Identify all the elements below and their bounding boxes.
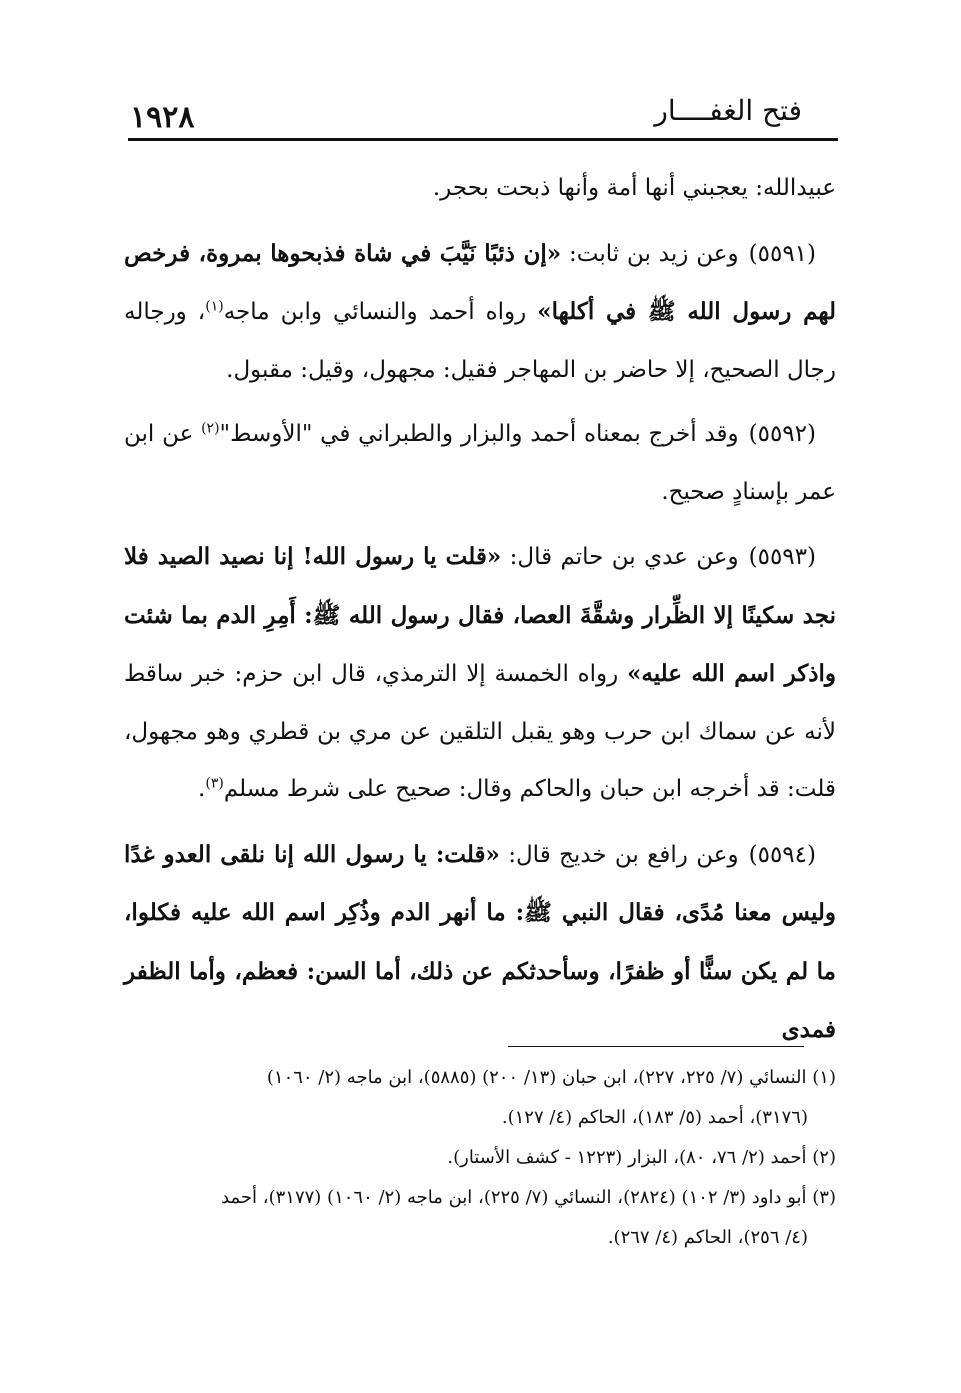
hadith-comment: ، ورجاله رجال الصحيح، إلا حاضر بن المهاجر فقيل: مجهول، وقيل: مقبول. <box>124 299 836 383</box>
hadith-intro: وعن زيد بن ثابت: <box>561 240 739 267</box>
hadith-5591 <box>124 225 836 400</box>
paragraph-text: عبيدالله: يعجبني أنها أمة وأنها ذبحت بحجر. <box>432 175 836 201</box>
hadith-source: رواه أحمد والنسائي وابن ماجه <box>223 299 538 325</box>
footnote-separator <box>508 1046 804 1047</box>
hadith-intro: وعن رافع بن خديج قال: <box>499 841 739 868</box>
hadith-quote: «قلت: يا رسول الله إنا نلقى العدو غدًا وليس معنا مُدًى، فقال النبي ﷺ: ما أنهر الدم وذُكِر اسم الله عليه فكلوا، ما لم يكن سنًّا أو ظفرًا، وسأحدثكم عن ذلك، أما السن: فعظم، وأما الظفر فمدى <box>124 840 836 1043</box>
hadith-quote: «إن ذئبًا نَيَّبَ في شاة فذبحوها بمروة، فرخص لهم رسول الله ﷺ في أكلها» <box>124 239 837 325</box>
hadith-5593 <box>124 528 836 819</box>
paragraph-continuation <box>124 160 836 218</box>
page-number: ١٩٢٨ <box>130 100 195 135</box>
footnote-1 <box>124 1058 836 1138</box>
hadith-number: (٥٥٩٤) <box>748 841 816 868</box>
footnote-marker: (٢) <box>201 420 220 437</box>
footnote-marker: (١) <box>205 298 224 315</box>
hadith-5592 <box>124 406 836 521</box>
hadith-comment: عن ابن عمر بإسنادٍ صحيح. <box>124 421 836 505</box>
hadith-number: (٥٥٩١) <box>748 240 817 267</box>
hadith-number: (٥٥٩٢) <box>748 421 816 447</box>
hadith-intro: وقد أخرج بمعناه أحمد والبزار والطبراني في "الأوسط" <box>219 421 739 447</box>
sentence-end: . <box>198 776 206 802</box>
footnote-line: (٣١٧٦)، أحمد (٥/ ١٨٣)، الحاكم (٤/ ١٢٧). <box>501 1107 808 1128</box>
footnotes <box>124 1058 836 1258</box>
footnote-line: (٤/ ٢٥٦)، الحاكم (٤/ ٢٦٧). <box>607 1227 808 1248</box>
footnote-marker: (٣) <box>205 775 224 792</box>
footnote-line: (٢) أحمد (٢/ ٧٦، ٨٠)، البزار (١٢٢٣ - كشف الأستار). <box>447 1147 836 1168</box>
main-text <box>124 160 836 1067</box>
footnote-line: (١) النسائي (٧/ ٢٢٥، ٢٢٧)، ابن حبان (١٣/ ٢٠٠) (٥٨٨٥)، ابن ماجه (٢/ ١٠٦٠) <box>266 1067 836 1088</box>
hadith-number: (٥٥٩٣) <box>748 544 816 570</box>
running-title: فتح الغفــــار <box>654 94 802 127</box>
footnote-2 <box>124 1138 836 1178</box>
footnote-line: (٣) أبو داود (٣/ ١٠٢) (٢٨٢٤)، النسائي (٧/ ٢٢٥)، ابن ماجه (٢/ ١٠٦٠) (٣١٧٧)، أحمد <box>221 1187 836 1208</box>
footnote-3 <box>124 1178 836 1258</box>
hadith-quote: «قلت يا رسول الله! إنا نصيد الصيد فلا نجد سكينًا إلا الظِّرار وشقَّةَ العصا، فقال رسول الله ﷺ: أَمِرِ الدم بما شئت واذكر اسم الله عليه» <box>124 543 836 687</box>
hadith-5594 <box>124 826 836 1060</box>
page-header <box>128 92 838 141</box>
hadith-comment: رواه الخمسة إلا الترمذي، قال ابن حزم: خبر ساقط لأنه عن سماك ابن حرب وهو يقبل التلقين عن مري بن قطري وهو مجهول، قلت: قد أخرجه ابن حبان والحاكم وقال: صحيح على شرط مسلم <box>124 661 836 802</box>
hadith-intro: وعن عدي بن حاتم قال: <box>501 544 739 570</box>
